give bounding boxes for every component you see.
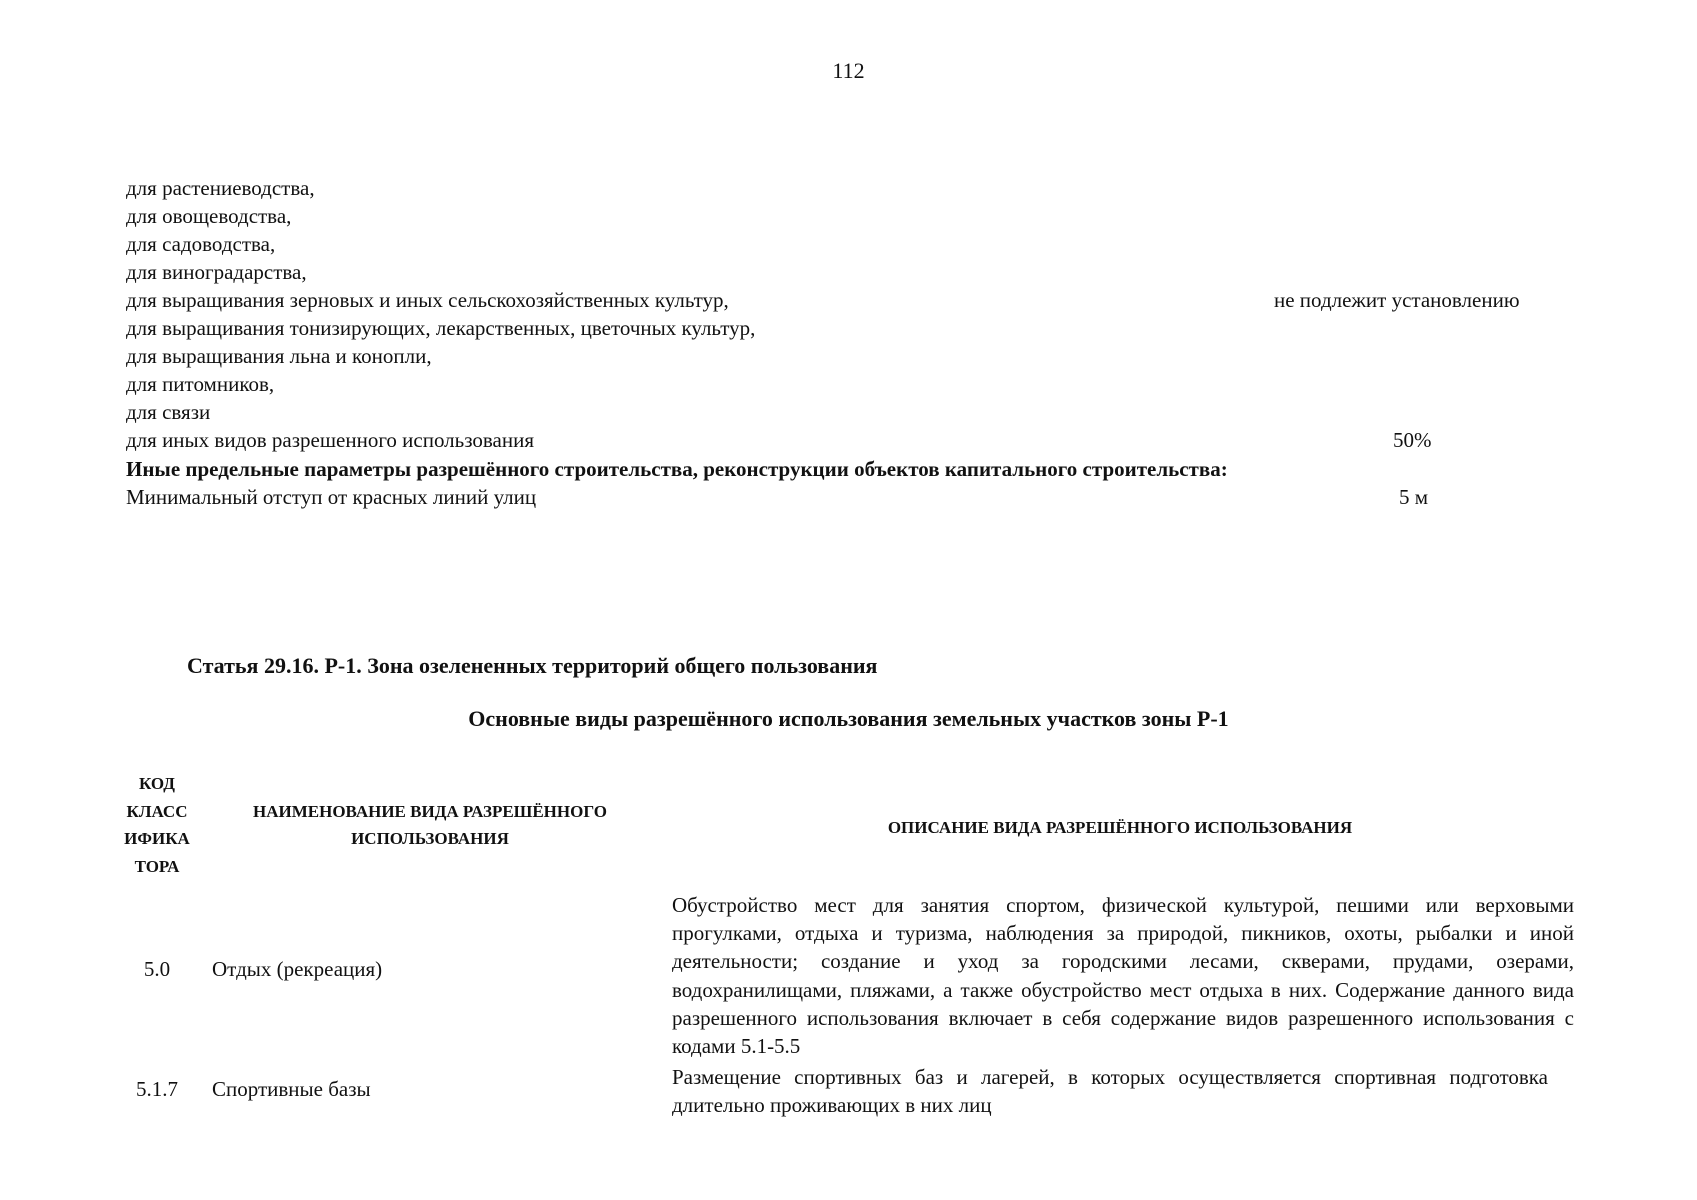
- header-code-line: ИФИКА: [124, 829, 190, 848]
- list-line: [126, 483, 1596, 511]
- other-parameters-heading: Иные предельные параметры разрешённого строительства, реконструкции объектов капитального строительства:: [126, 457, 1228, 481]
- list-line-text: для выращивания зерновых и иных сельскохозяйственных культур,: [126, 288, 729, 312]
- row-name: Отдых (рекреация): [212, 957, 383, 981]
- list-line: для выращивания тонизирующих, лекарственных, цветочных культур,: [126, 316, 756, 340]
- row-description: Обустройство мест для занятия спортом, физической культурой, пешими или верховыми прогулками, отдыха и туризма, наблюдения за природой, пикников, охоты, рыбалки и иной деятельности; создание и уход за городскими лесами, скверами, прудами, озерами, водохранилищами, пляжами, а также обустройство мест отдыха в них. Содержание данного вида разрешенного использования включает в себя содержание видов разрешенного использования с кодами 5.1-5.5: [672, 893, 1574, 1059]
- article-title: Статья 29.16. Р-1. Зона озелененных территорий общего пользования: [187, 653, 878, 678]
- table-header: [0, 770, 1697, 888]
- list-line: [126, 426, 1596, 454]
- row-code: 5.0: [143, 957, 171, 981]
- list-line: для виноградарства,: [126, 260, 307, 284]
- row-description: Размещение спортивных баз и лагерей, в которых осуществляется спортивная подготовка длительно проживающих в них лиц: [672, 1065, 1548, 1118]
- header-name: [212, 798, 648, 852]
- header-name-line: НАИМЕНОВАНИЕ ВИДА РАЗРЕШЁННОГО: [253, 802, 607, 821]
- list-line: [126, 286, 1596, 314]
- list-line: для связи: [126, 400, 211, 424]
- value-not-set: не подлежит установлению: [1274, 288, 1520, 312]
- list-line: для овощеводства,: [126, 204, 292, 228]
- value-setback: 5 м: [1399, 485, 1429, 509]
- row-name: Спортивные базы: [212, 1077, 371, 1101]
- list-line: для садоводства,: [126, 232, 276, 256]
- header-code: [112, 770, 202, 880]
- header-code-line: ТОРА: [134, 856, 180, 876]
- table-row: [0, 891, 1697, 1061]
- list-line: для растениеводства,: [126, 176, 315, 200]
- header-code-line: КЛАСС: [126, 801, 188, 821]
- permitted-uses-list: [126, 174, 1596, 511]
- header-code-line: КОД: [139, 774, 175, 793]
- list-line-text: Минимальный отступ от красных линий улиц: [126, 485, 537, 509]
- table-row: [0, 1063, 1697, 1123]
- list-line: для выращивания льна и конопли,: [126, 344, 432, 368]
- row-code: 5.1.7: [136, 1077, 178, 1101]
- list-line: для питомников,: [126, 372, 275, 396]
- header-name-line: ИСПОЛЬЗОВАНИЯ: [351, 829, 509, 848]
- value-percent: 50%: [1393, 428, 1432, 452]
- header-description: ОПИСАНИЕ ВИДА РАЗРЕШЁННОГО ИСПОЛЬЗОВАНИЯ: [887, 818, 1353, 837]
- page-number: 112: [832, 58, 865, 83]
- list-line-text: для иных видов разрешенного использования: [126, 428, 535, 452]
- section-title: Основные виды разрешённого использования земельных участков зоны Р-1: [468, 706, 1229, 731]
